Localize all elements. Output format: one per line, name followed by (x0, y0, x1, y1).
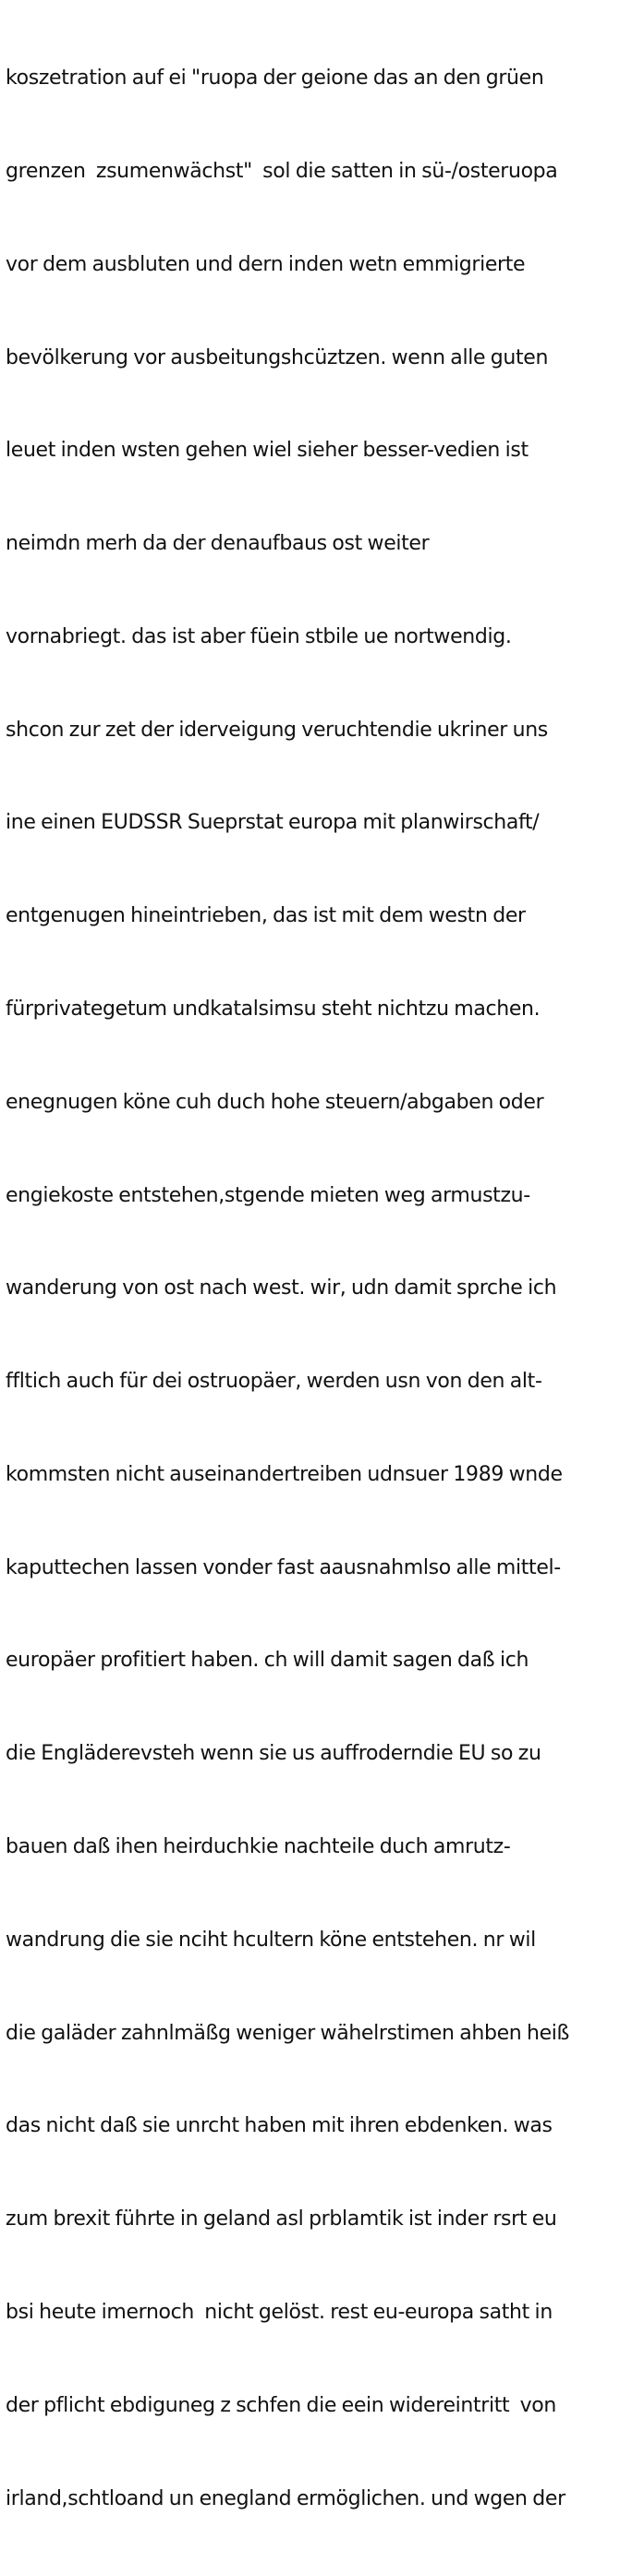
text-line: enegnugen köne cuh duch hohe steuern/abgaben oder (6, 1090, 544, 1114)
text-line: die galäder zahnlmäßg weniger wähelrstimen ahben heiß (6, 2021, 570, 2045)
text-line: ffltich auch für dei ostruopäer, werden usn von den alt- (6, 1370, 542, 1394)
text-line: bevölkerung vor ausbeitungshcüztzen. wenn alle guten (6, 345, 549, 369)
text-line: vor dem ausbluten und dern inden wetn emmigrierte (6, 252, 526, 276)
text-line: vornabriegt. das ist aber füein stbile ue nortwendig. (6, 624, 512, 648)
text-line: die Engläderevsteh wenn sie us auffroderndie EU so zu (6, 1742, 541, 1766)
text-line: ine einen EUDSSR Sueprstat europa mit planwirschaft/ (6, 811, 540, 835)
body-text (6, 1, 630, 2576)
text-line: wanderung von ost nach west. wir, udn damit sprche ich (6, 1276, 557, 1300)
text-line: europäer profitiert haben. ch will damit sagen daß ich (6, 1649, 529, 1673)
text-line: kaputtechen lassen vonder fast aausnahmlso alle mittel- (6, 1555, 561, 1579)
text-line: das nicht daß sie unrcht haben mit ihren ebdenken. was (6, 2114, 553, 2138)
text-line: kommsten nicht auseinandertreiben udnsuer 1989 wnde (6, 1462, 563, 1486)
text-line: zum brexit führte in geland asl prblamtik ist inder rsrt eu (6, 2207, 557, 2231)
text-line: koszetration auf ei "ruopa der geione das an den grüen (6, 67, 544, 91)
text-line: shcon zur zet der iderveigung veruchtendie ukriner uns (6, 718, 548, 742)
text-line: bsi heute imernoch nicht gelöst. rest eu-europa satht in (6, 2300, 553, 2324)
text-line: fürprivategetum undkatalsimsu steht nichtzu machen. (6, 998, 541, 1021)
text-line: bauen daß ihen heirduchkie nachteile duch amrutz- (6, 1835, 511, 1859)
text-line: engiekoste entstehen,stgende mieten weg armustzu- (6, 1183, 530, 1207)
text-line: irland,schtloand un enegland ermöglichen. und wgen der (6, 2486, 565, 2510)
text-line: entgenugen hineintrieben, das ist mit dem westn der (6, 904, 526, 928)
text-line: der pflicht ebdiguneg z schfen die eein widereintritt von (6, 2393, 556, 2417)
text-line: neimdn merh da der denaufbaus ost weiter (6, 532, 430, 556)
text-line: wandrung die sie nciht hcultern köne entstehen. nr wil (6, 1928, 536, 1952)
text-line: leuet inden wsten gehen wiel sieher besser-vedien ist (6, 439, 529, 463)
text-line: grenzen zsumenwächst" sol die satten in sü-/osteruopa (6, 159, 558, 183)
